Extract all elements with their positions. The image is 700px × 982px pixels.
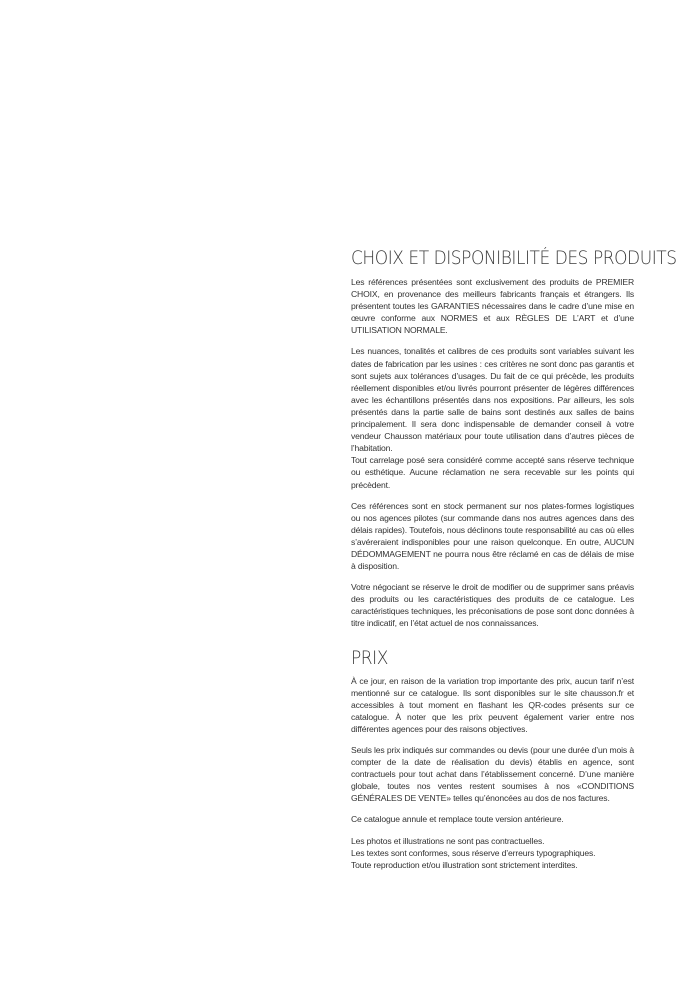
section-title-choix: CHOIX ET DISPONIBILITÉ DES PRODUITS [351,248,677,269]
paragraph-nuances [351,345,634,490]
paragraph-catalogue-annule: Ce catalogue annule et remplace toute version antérieure. [351,814,564,825]
paragraph-mentions [351,835,634,871]
paragraph-nuances-text: Les nuances, tonalités et calibres de ces produits sont variables suivant les dates de fabrication par les usines : ces critères ne sont donc pas garantis et sont sujets aux tolérances d’usages. Du fait de ce qui précède, les produits réellement disponibles et/ou livrés pourront présenter de légères différences avec les échantillons présentés dans nos expositions. Par ailleurs, les sols présentés dans la partie salle de bains sont destinés aux salles de bains principalement. Il sera donc indispensable de demander conseil à votre vendeur Chausson matériaux pour toute utilisation dans d’autres pièces de l’habitation. [351,346,634,454]
paragraph-stock: Ces références sont en stock permanent sur nos plates-formes logistiques ou nos agences pilotes (sur commande dans nos autres agences dans des délais rapides). Toutefois, nous déclinons toute responsabilité au cas où elles s’avéreraient indisponibles pour une raison quelconque. En outre, AUCUN DÉDOMMAGEMENT ne pourra nous être réclamé en cas de délais de mise à disposition. [351,500,634,572]
mention-photos: Les photos et illustrations ne sont pas contractuelles. [351,835,545,846]
paragraph-prix-tarif: À ce jour, en raison de la variation trop importante des prix, aucun tarif n’est mentionné sur ce catalogue. Ils sont disponibles sur le site chausson.fr et accessibles à tout moment en flashant les QR-codes présents sur ce catalogue. À noter que les prix peuvent également varier entre nos différentes agences pour des raisons objectives. [351,675,634,734]
paragraph-carrelage-text: Tout carrelage posé sera considéré comme accepté sans réserve technique ou esthétique. Aucune réclamation ne sera recevable sur les points qui précèdent. [351,455,634,490]
paragraph-modification: Votre négociant se réserve le droit de modifier ou de supprimer sans préavis des produits ou les caractéristiques des produits de ce catalogue. Les caractéristiques techniques, les préconisations de pose sont donc données à titre indicatif, en l’état actuel de nos connaissances. [351,582,634,629]
text-column [351,248,677,880]
mention-reproduction: Toute reproduction et/ou illustration sont strictement interdites. [351,859,578,870]
mention-textes: Les textes sont conformes, sous réserve d’erreurs typographiques. [351,847,596,858]
paragraph-prix-devis: Seuls les prix indiqués sur commandes ou devis (pour une durée d’un mois à compter de la date de réalisation du devis) établis en agence, sont contractuels pour tout achat dans l’établissement concerné. D’une manière globale, toutes nos ventes restent soumises à nos «CONDITIONS GÉNÉRALES DE VENTE» telles qu’énoncées au dos de nos factures. [351,745,634,804]
section-title-prix: PRIX [351,647,388,669]
paragraph-premier-choix: Les références présentées sont exclusivement des produits de PREMIER CHOIX, en provenance des meilleurs fabricants français et étrangers. Ils présentent toutes les GARANTIES nécessaires dans le cadre d’une mise en œuvre conforme aux NORMES et aux RÈGLES DE L’ART et d’une UTILISATION NORMALE. [351,277,634,336]
